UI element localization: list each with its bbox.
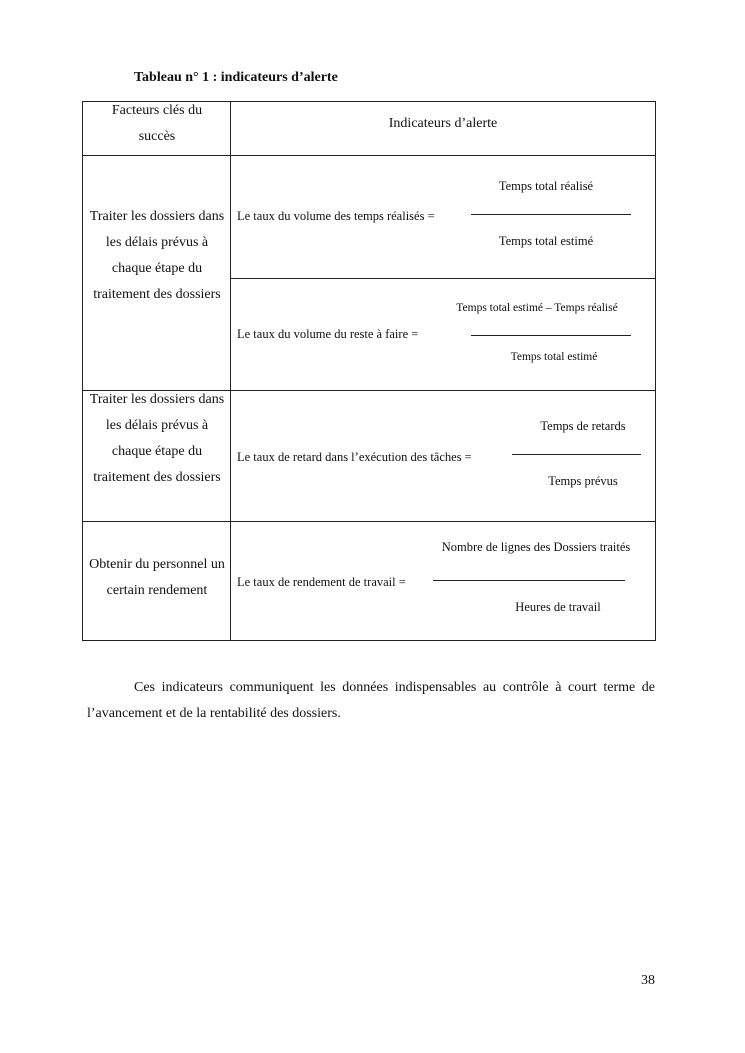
row1-indicator2-label: Le taux du volume du reste à faire = <box>237 327 419 341</box>
row2-indicator-numerator: Temps de retards <box>540 419 626 433</box>
row3-indicator-denominator: Heures de travail <box>515 600 601 614</box>
row2-indicator-label: Le taux de retard dans l’exécution des tâches = <box>237 450 472 464</box>
fraction-bar <box>471 335 631 336</box>
row-divider-sub <box>230 278 655 279</box>
body-paragraph: Ces indicateurs communiquent les données indispensables au contrôle à court terme de l’avancement et de la rentabilité des dossiers. <box>87 680 655 721</box>
row1-indicator1-denominator: Temps total estimé <box>498 234 594 248</box>
fraction-bar <box>471 214 631 215</box>
row2-indicator-denominator: Temps prévus <box>548 474 618 488</box>
table-title: Tableau n° 1 : indicateurs d’alerte <box>134 70 338 85</box>
row1-indicator1-label: Le taux du volume des temps réalisés = <box>237 209 435 223</box>
row3-indicator-label: Le taux de rendement de travail = <box>237 575 406 589</box>
row-divider-3 <box>83 521 655 522</box>
row3-indicator-numerator: Nombre de lignes des Dossiers traités <box>441 540 631 554</box>
column-divider <box>230 102 231 640</box>
header-factors: Facteurs clés du succès <box>111 103 203 144</box>
row1-indicator2-numerator: Temps total estimé – Temps réalisé <box>456 302 618 314</box>
row1-indicator1-numerator: Temps total réalisé <box>498 179 594 193</box>
fraction-bar <box>512 454 641 455</box>
row2-factor: Traiter les dossiers dans les délais prévus à chaque étape du traitement des dossiers <box>89 392 225 485</box>
row3-factor: Obtenir du personnel un certain rendement <box>89 557 225 598</box>
page-number: 38 <box>641 973 655 988</box>
row1-factor: Traiter les dossiers dans les délais prévus à chaque étape du traitement des dossiers <box>89 209 225 302</box>
fraction-bar <box>433 580 625 581</box>
row-divider-header <box>83 155 655 156</box>
header-indicators: Indicateurs d’alerte <box>388 116 498 131</box>
row1-indicator2-denominator: Temps total estimé <box>510 351 598 363</box>
alert-indicators-table <box>82 101 656 641</box>
